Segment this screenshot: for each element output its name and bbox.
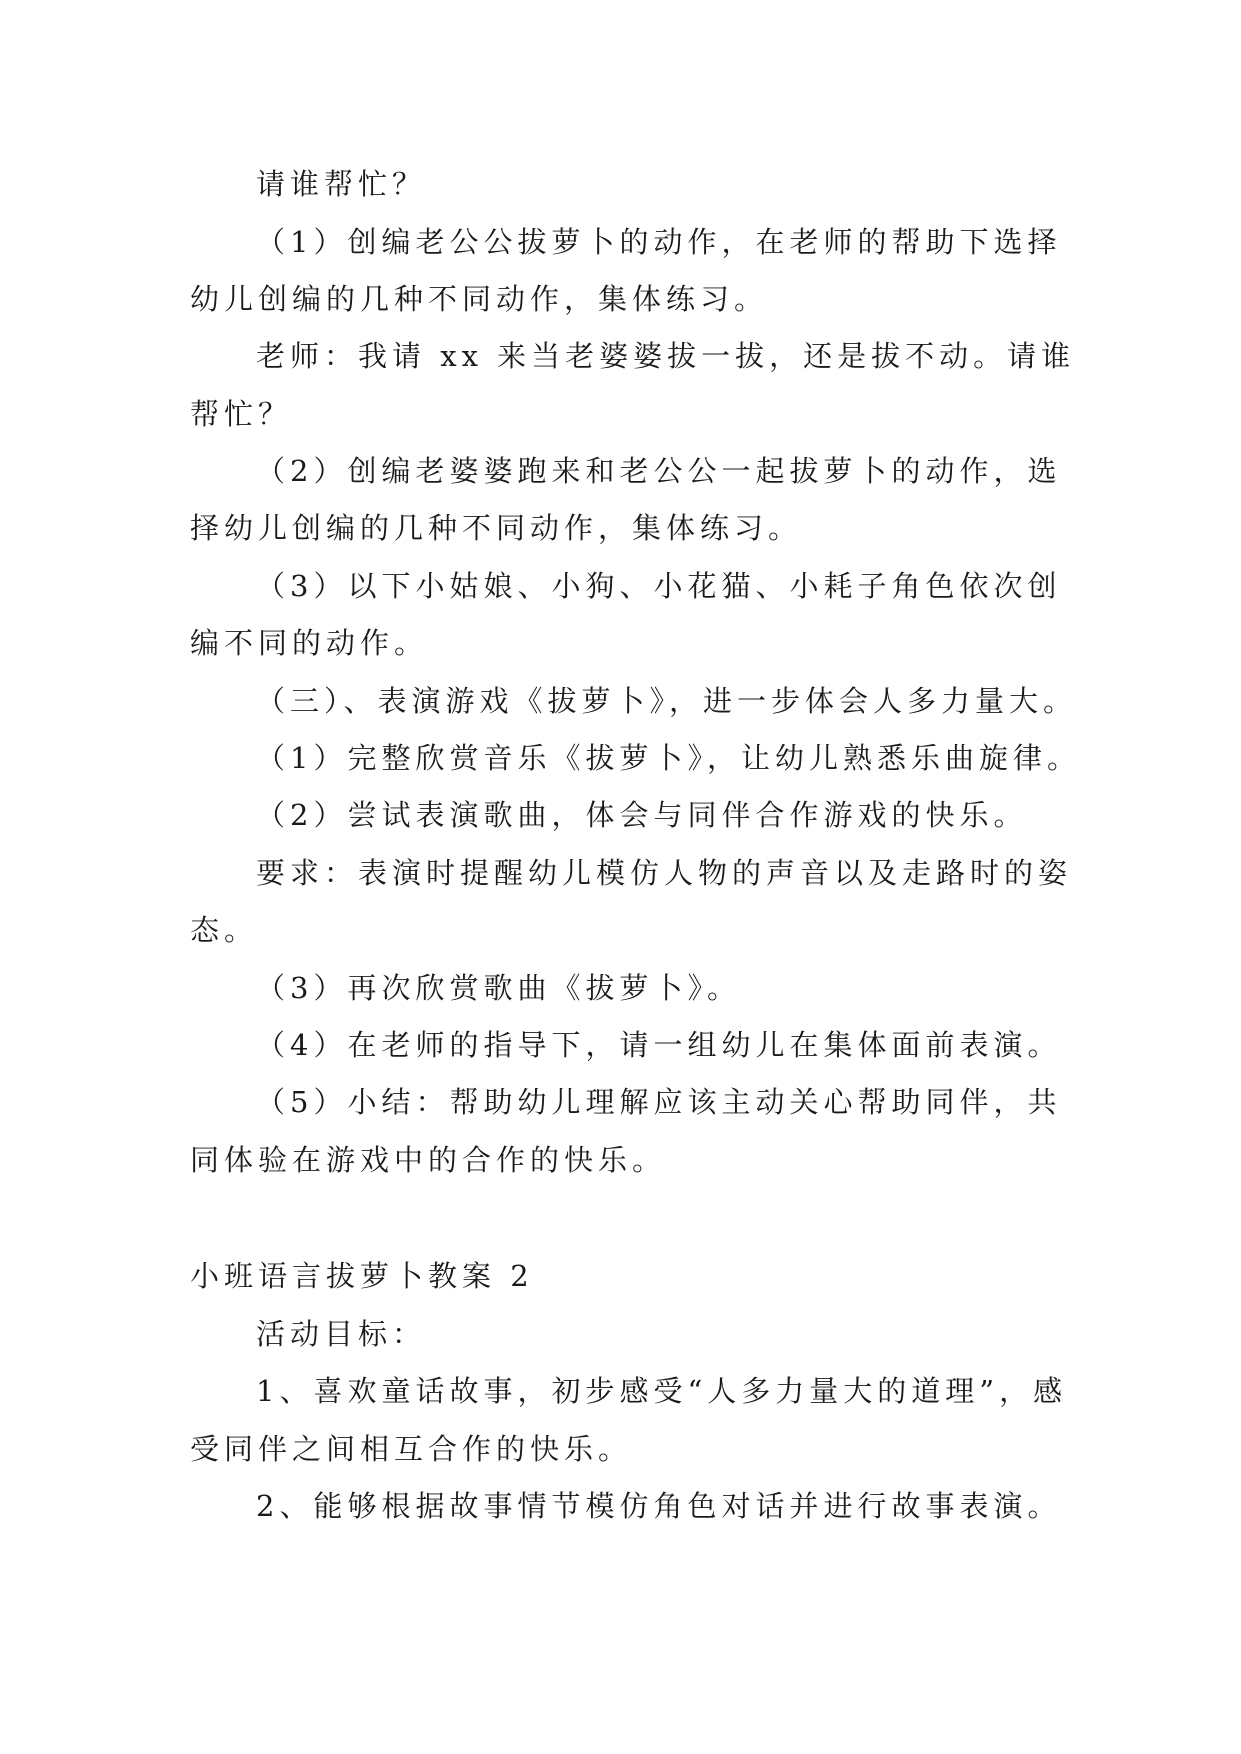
paragraph-line: 编不同的动作。 [190,626,429,660]
paragraph-line: 1、喜欢童话故事，初步感受“人多力量大的道理”，感 [256,1374,1068,1408]
paragraph-line: 帮忙？ [190,397,293,431]
paragraph-line: 老师：我请 xx 来当老婆婆拔一拔，还是拔不动。请谁 [256,339,1076,373]
paragraph-line: 择幼儿创编的几种不同动作，集体练习。 [190,511,803,545]
paragraph-line: 同体验在游戏中的合作的快乐。 [190,1143,667,1177]
paragraph-line: （3）再次欣赏歌曲《拔萝卜》。 [256,971,741,1005]
paragraph-line: 请谁帮忙？ [256,167,427,201]
paragraph-line: （1）完整欣赏音乐《拔萝卜》，让幼儿熟悉乐曲旋律。 [256,741,1081,775]
paragraph-line: 活动目标： [256,1317,427,1351]
paragraph-line: （3）以下小姑娘、小狗、小花猫、小耗子角色依次创 [256,569,1062,603]
paragraph-line: 态。 [190,913,259,947]
paragraph-line: （4）在老师的指导下，请一组幼儿在集体面前表演。 [256,1028,1062,1062]
section-heading: 小班语言拔萝卜教案 2 [190,1259,534,1293]
paragraph-line: （三）、表演游戏《拔萝卜》，进一步体会人多力量大。 [256,684,1078,718]
paragraph-line: 要求：表演时提醒幼儿模仿人物的声音以及走路时的姿 [256,856,1073,890]
paragraph-line: （1）创编老公公拔萝卜的动作，在老师的帮助下选择 [256,225,1062,259]
paragraph-line: 幼儿创编的几种不同动作，集体练习。 [190,282,769,316]
paragraph-line: 受同伴之间相互合作的快乐。 [190,1432,633,1466]
paragraph-line: （5）小结：帮助幼儿理解应该主动关心帮助同伴，共 [256,1085,1062,1119]
paragraph-line: （2）尝试表演歌曲，体会与同伴合作游戏的快乐。 [256,798,1028,832]
paragraph-line: 2、能够根据故事情节模仿角色对话并进行故事表演。 [256,1489,1062,1523]
paragraph-line: （2）创编老婆婆跑来和老公公一起拔萝卜的动作，选 [256,454,1062,488]
